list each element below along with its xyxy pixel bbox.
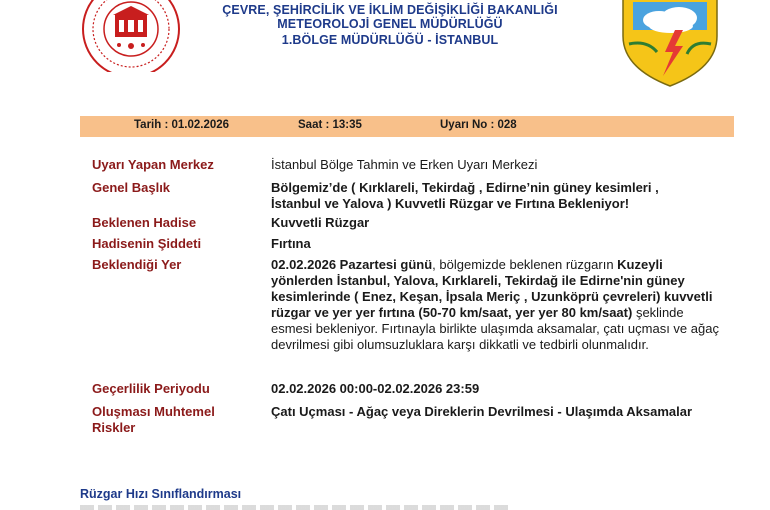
validity-label: Geçerlilik Periyodu — [92, 381, 210, 396]
severity-label: Hadisenin Şiddeti — [92, 236, 202, 251]
ministry-emblem — [79, 0, 183, 72]
location-date: 02.02.2026 Pazartesi günü — [271, 257, 433, 272]
risks-value: Çatı Uçması - Ağaç veya Direklerin Devrilmesi - Ulaşımda Aksamalar — [271, 404, 693, 419]
warning-info-bar — [80, 116, 734, 137]
location-areas: Kuzeyli yönlerden İstanbul, Yalova, Kırklareli, Tekirdağ ile Edirne'nin güney kesimlerinde ( Enez, Keşan, İpsala Meriç , Uzunköprü çevreleri) kuvvetli rüzgar ve yer yer fırtına (50-70 km/saat, yer yer 80 km/saat) — [271, 257, 713, 320]
warning-number: Uyarı No : 028 — [440, 119, 517, 131]
event-value: Kuvvetli Rüzgar — [271, 215, 370, 230]
location-text-2: şeklinde esmesi bekleniyor. Fırtınayla birlikte ulaşımda aksamalar, çatı uçması ve ağaç devrilmesi gibi olumsuzluklara karşı dikkatli ve tedbirli olunmalıdır. — [271, 305, 719, 352]
location-text-1: , bölgemizde beklenen rüzgarın — [432, 257, 618, 272]
org-region: 1.BÖLGE MÜDÜRLÜĞÜ - İSTANBUL — [281, 33, 499, 47]
warning-date: Tarih : 01.02.2026 — [134, 119, 230, 131]
validity-value: 02.02.2026 00:00-02.02.2026 23:59 — [271, 381, 480, 396]
wind-classification-title: Rüzgar Hızı Sınıflandırması — [80, 487, 242, 501]
headline-value: Bölgemiz’de ( Kırklareli, Tekirdağ , Edirne’nin güney kesimleri , İstanbul ve Yalova ) Kuvvetli Rüzgar ve Fırtına Bekleniyor! — [271, 180, 659, 211]
center-label: Uyarı Yapan Merkez — [92, 157, 214, 172]
event-label: Beklenen Hadise — [92, 215, 197, 230]
org-ministry: ÇEVRE, ŞEHİRCİLİK VE İKLİM DEĞİŞİKLİĞİ BAKANLIĞI — [222, 3, 558, 17]
warning-time: Saat : 13:35 — [298, 119, 362, 131]
org-directorate: METEOROLOJİ GENEL MÜDÜRLÜĞÜ — [277, 17, 503, 31]
location-value — [271, 257, 723, 353]
location-label: Beklendiği Yer — [92, 257, 182, 272]
severity-value: Fırtına — [271, 236, 311, 251]
center-value: İstanbul Bölge Tahmin ve Erken Uyarı Merkezi — [271, 157, 538, 172]
cut-off-text-line — [80, 505, 510, 510]
mgm-shield-logo — [617, 0, 723, 88]
headline-label: Genel Başlık — [92, 180, 171, 195]
risks-label: Oluşması Muhtemel Riskler — [92, 404, 215, 435]
